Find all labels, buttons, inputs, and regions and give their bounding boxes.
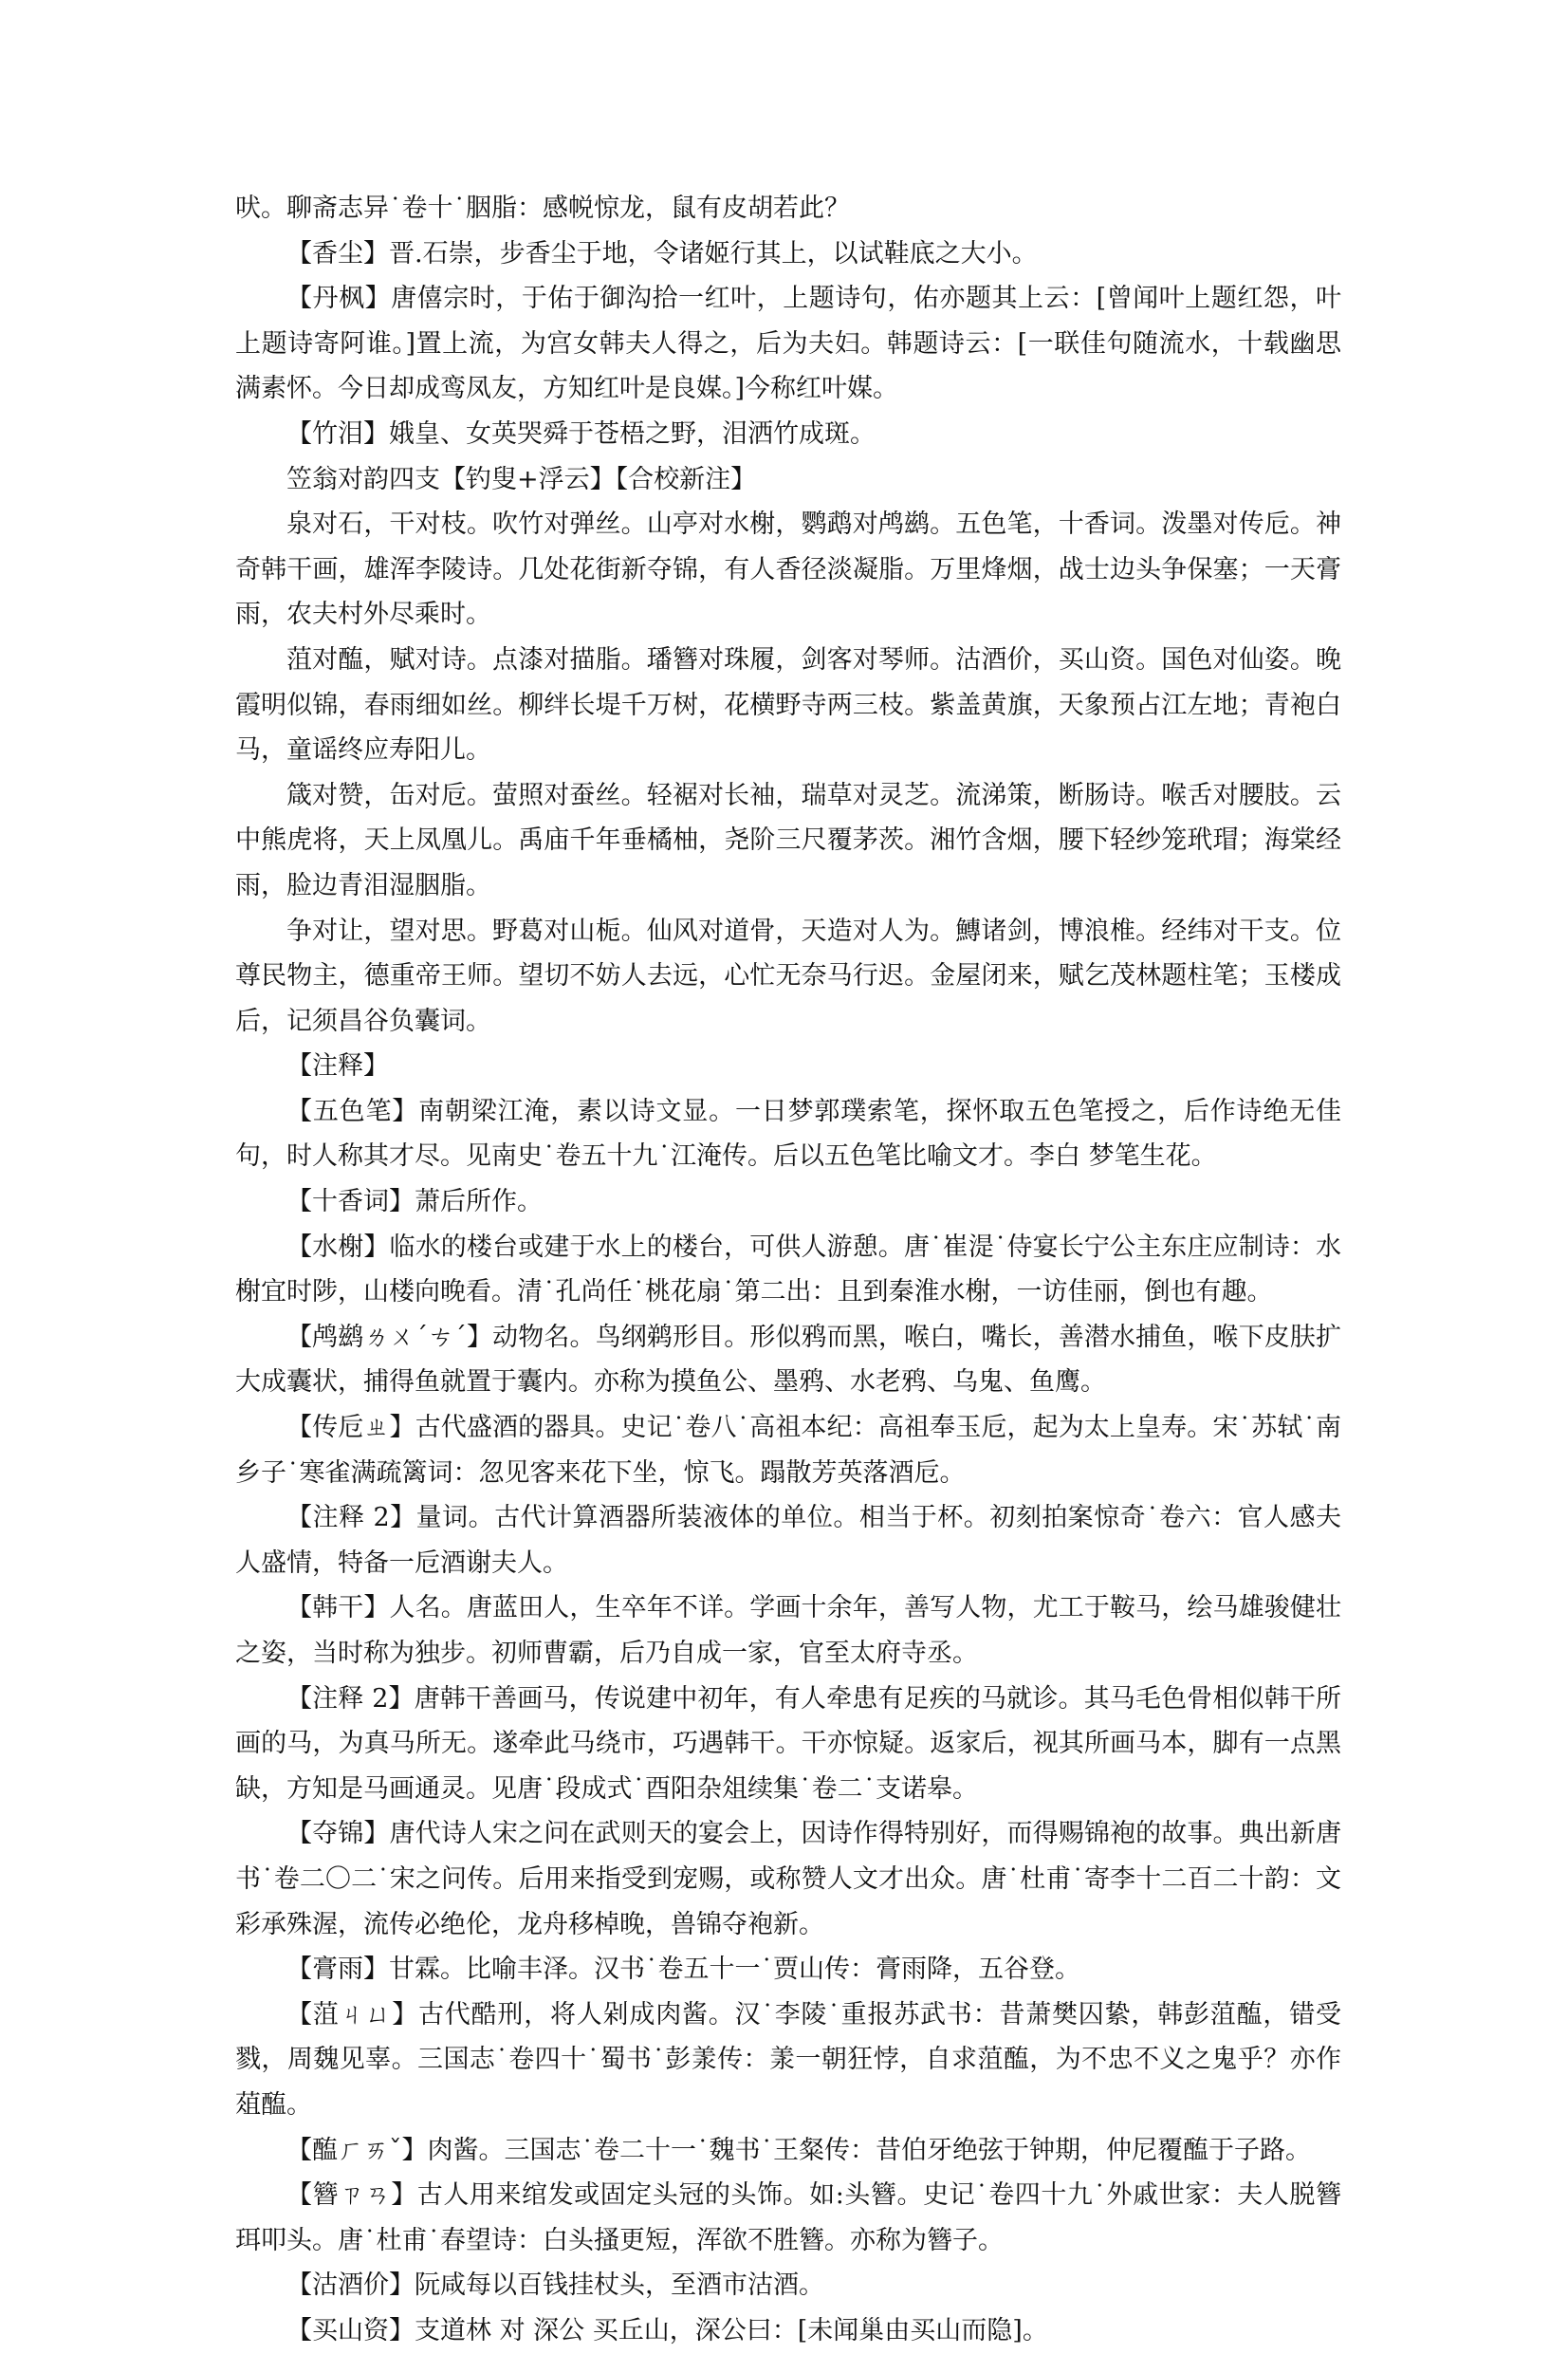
note-entry: 【膏雨】甘霖。比喻丰泽。汉书˙卷五十一˙贾山传：膏雨降，五谷登。 <box>286 1955 1080 1985</box>
note-entry: 【沽酒价】阮咸每以百钱挂杖头，至酒市沽酒。 <box>286 2271 824 2301</box>
note-entry: 【注释 2】唐韩干善画马，传说建中初年，有人牵患有足疾的马就诊。其马毛色骨相似韩干所画的马，为真马所无。遂牵此马绕市，巧遇韩干。干亦惊疑。返家后，视其所画马本，脚有一点黑缺，方知是马画通灵。见唐˙段成式˙酉阳杂俎续集˙卷二˙支诺皋。 <box>235 1683 1341 1804</box>
note-entry: 【水榭】临水的楼台或建于水上的楼台，可供人游憩。唐˙崔湜˙侍宴长宁公主东庄应制诗：水榭宜时陟，山楼向晚看。清˙孔尚任˙桃花扇˙第二出：且到秦淮水榭，一访佳丽，倒也有趣。 <box>235 1232 1341 1307</box>
verse-paragraph: 泉对石，干对枝。吹竹对弹丝。山亭对水榭，鹦鹉对鸬鹚。五色笔，十香词。泼墨对传卮。神奇韩干画，雄浑李陵诗。几处花街新夺锦，有人香径淡凝脂。万里烽烟，战士边头争保塞；一天膏雨，农夫村外尽乘时。 <box>235 510 1341 630</box>
verse-paragraph: 争对让，望对思。野葛对山栀。仙风对道骨，天造对人为。鱄诸剑，博浪椎。经纬对干支。位尊民物主，德重帝王师。望切不妨人去远，心忙无奈马行迟。金屋闭来，赋乞茂林题柱笔；玉楼成后，记须昌谷负囊词。 <box>235 916 1341 1036</box>
verse-paragraph: 菹对醢，赋对诗。点漆对描脂。璠簪对珠履，剑客对琴师。沽酒价，买山资。国色对仙姿。晚霞明似锦，春雨细如丝。柳绊长堤千万树，花横野寺两三枝。紫盖黄旗，天象预占江左地；青袍白马，童谣终应寿阳儿。 <box>235 644 1341 766</box>
note-entry: 【十香词】萧后所作。 <box>286 1187 543 1217</box>
note-entry: 【菹ㄐㄩ】古代酷刑，将人剁成肉酱。汉˙李陵˙重报苏武书：昔萧樊囚絷，韩彭菹醢，错受戮，周魏见辜。三国志˙卷四十˙蜀书˙彭羕传：羕一朝狂悖，自求菹醢，为不忠不义之鬼乎？亦作葅醢。 <box>235 1999 1341 2120</box>
note-danfeng: 【丹枫】唐僖宗时，于佑于御沟拾一红叶，上题诗句，佑亦题其上云：[曾闻叶上题红怨，叶上题诗寄阿谁。]置上流，为宫女韩夫人得之，后为夫妇。韩题诗云：[一联佳句随流水，十载幽思满素怀。今日却成鸾凤友，方知红叶是良媒。]今称红叶媒。 <box>235 284 1341 404</box>
note-entry: 【夺锦】唐代诗人宋之问在武则天的宴会上，因诗作得特别好，而得赐锦袍的故事。典出新唐书˙卷二〇二˙宋之问传。后用来指受到宠赐，或称赞人文才出众。唐˙杜甫˙寄李十二百二十韵：文彩承殊渥，流传必绝伦，龙舟移棹晚，兽锦夺袍新。 <box>235 1819 1341 1939</box>
document-page <box>235 186 1341 2354</box>
note-entry: 【鸬鹚ㄌㄨˊㄘˊ】动物名。鸟纲鹈形目。形似鸦而黑，喉白，嘴长，善潜水捕鱼，喉下皮肤扩大成囊状，捕得鱼就置于囊内。亦称为摸鱼公、墨鸦、水老鸦、乌鬼、鱼鹰。 <box>235 1322 1341 1398</box>
section-heading: 笠翁对韵四支【钓叟+浮云】【合校新注】 <box>286 464 757 494</box>
paragraph-continuation: 吠。聊斋志异˙卷十˙胭脂：感帨惊龙，鼠有皮胡若此？ <box>235 194 850 223</box>
note-zhulei: 【竹泪】娥皇、女英哭舜于苍梧之野，泪洒竹成斑。 <box>286 418 876 449</box>
note-entry: 【五色笔】南朝梁江淹，素以诗文显。一日梦郭璞索笔，探怀取五色笔授之，后作诗绝无佳句，时人称其才尽。见南史˙卷五十九˙江淹传。后以五色笔比喻文才。李白 梦笔生花。 <box>235 1096 1341 1172</box>
notes-heading: 【注释】 <box>286 1051 389 1082</box>
note-entry: 【簪ㄗㄢ】古人用来绾发或固定头冠的头饰。如:头簪。史记˙卷四十九˙外戚世家：夫人脱簪珥叩头。唐˙杜甫˙春望诗：白头搔更短，浑欲不胜簪。亦称为簪子。 <box>235 2180 1341 2255</box>
note-entry: 【韩干】人名。唐蓝田人，生卒年不详。学画十余年，善写人物，尤工于鞍马，绘马雄骏健壮之姿，当时称为独步。初师曹霸，后乃自成一家，官至太府寺丞。 <box>235 1593 1341 1668</box>
note-entry: 【买山资】支道林 对 深公 买丘山，深公曰：[未闻巢由买山而隐]。 <box>286 2315 1048 2345</box>
note-entry: 【注释 2】量词。古代计算酒器所装液体的单位。相当于杯。初刻拍案惊奇˙卷六：官人感夫人盛情，特备一卮酒谢夫人。 <box>235 1503 1341 1578</box>
verse-paragraph: 箴对赞，缶对卮。萤照对蚕丝。轻裾对长袖，瑞草对灵芝。流涕策，断肠诗。喉舌对腰肢。云中熊虎将，天上凤凰儿。禹庙千年垂橘柚，尧阶三尺覆茅茨。湘竹含烟，腰下轻纱笼玳瑁；海棠经雨，脸边青泪湿胭脂。 <box>235 780 1341 900</box>
note-entry: 【传卮ㄓ】古代盛酒的器具。史记˙卷八˙高祖本纪：高祖奉玉卮，起为太上皇寿。宋˙苏轼˙南乡子˙寒雀满疏篱词：忽见客来花下坐，惊飞。蹋散芳英落酒卮。 <box>235 1413 1341 1488</box>
note-xiangchen: 【香尘】晋.石崇，步香尘于地，令诸姬行其上，以试鞋底之大小。 <box>286 238 1038 269</box>
note-entry: 【醢ㄏㄞˇ】肉酱。三国志˙卷二十一˙魏书˙王粲传：昔伯牙绝弦于钟期，仲尼覆醢于子路。 <box>286 2135 1311 2165</box>
